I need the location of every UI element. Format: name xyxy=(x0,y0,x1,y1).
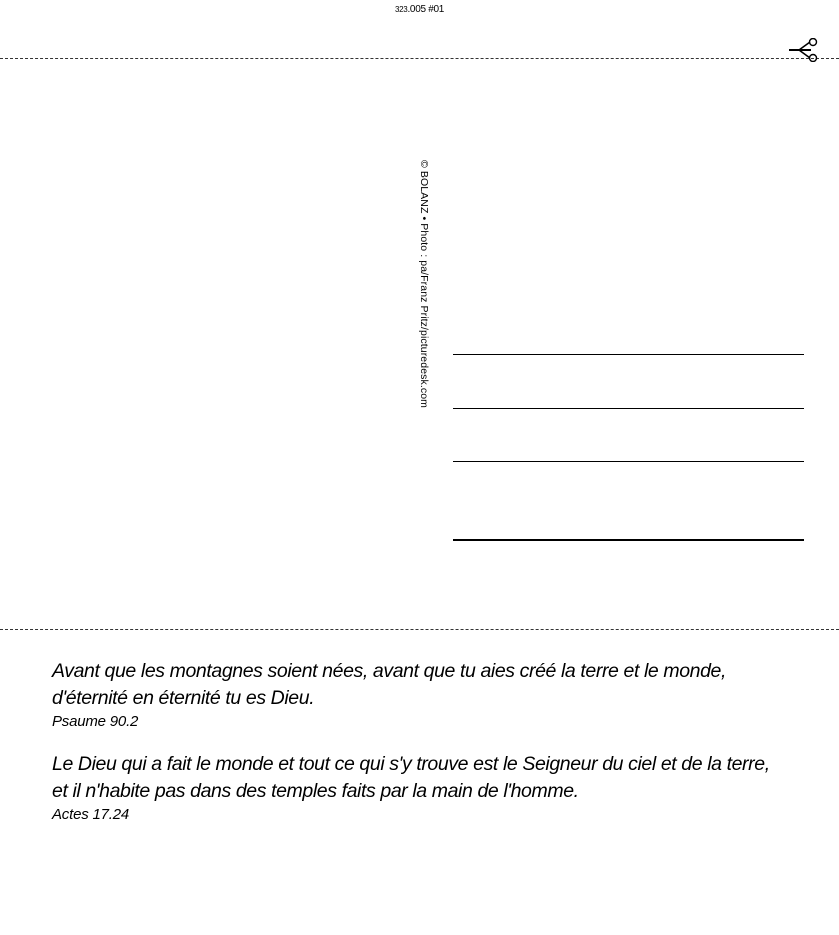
address-line-1 xyxy=(453,354,804,355)
verse-block-psalm xyxy=(52,658,812,731)
verse-block-acts xyxy=(52,751,812,824)
scissors-icon xyxy=(789,38,819,62)
product-code-prefix: 323 xyxy=(395,5,408,14)
verse-line: et il n'habite pas dans des temples faits par la main de l'homme. xyxy=(52,780,579,802)
photo-credit-text: © BOLANZ • Photo : pa/Franz Pritz/picturedesk.com xyxy=(418,160,430,408)
verse-reference: Psaume 90.2 xyxy=(52,713,139,730)
middle-cut-line xyxy=(0,629,839,630)
verse-reference: Actes 17.24 xyxy=(52,806,130,823)
address-line-4 xyxy=(453,539,804,541)
address-line-2 xyxy=(453,408,804,409)
photo-credit xyxy=(414,160,434,408)
product-code xyxy=(395,4,444,15)
product-code-rest: .005 #01 xyxy=(407,4,444,15)
verse-line: d'éternité en éternité tu es Dieu. xyxy=(52,687,315,709)
address-line-3 xyxy=(453,461,804,462)
verse-line: Avant que les montagnes soient nées, avant que tu aies créé la terre et le monde, xyxy=(52,660,727,682)
top-cut-line xyxy=(0,58,839,59)
verse-line: Le Dieu qui a fait le monde et tout ce qui s'y trouve est le Seigneur du ciel et de la terre, xyxy=(52,753,770,775)
